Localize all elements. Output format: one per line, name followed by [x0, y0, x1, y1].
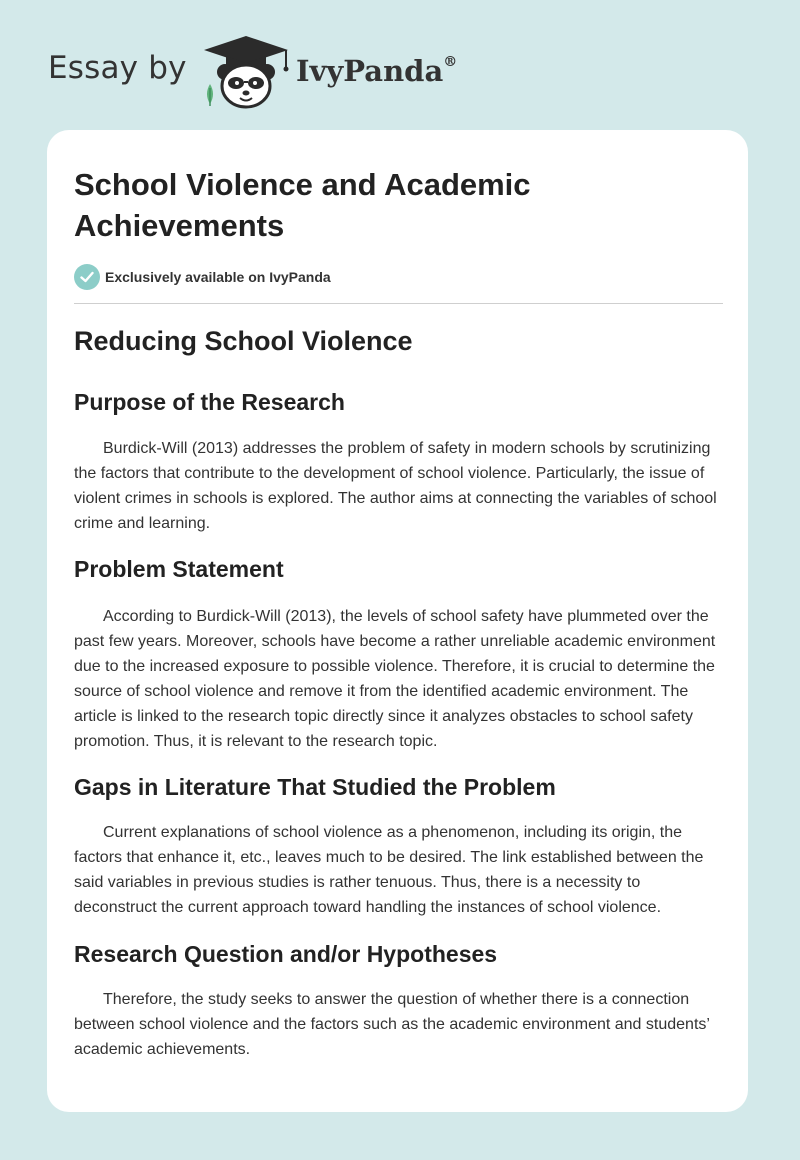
section-heading: Reducing School Violence — [74, 326, 413, 356]
panda-graduate-icon[interactable] — [200, 34, 292, 110]
subsection-heading-problem: Problem Statement — [74, 556, 284, 582]
article-title: School Violence and Academic Achievements — [74, 167, 531, 243]
paragraph-gaps: Current explanations of school violence as a phenomenon, including its origin, the factors that enhance it, etc., leaves much to be desired. The link established between the said variables in previous studies is rather tenuous. Thus, there is a necessity to deconstruct the current approach toward handling the instances of school violence. — [74, 824, 704, 916]
brand-name-text: IvyPanda — [296, 54, 444, 88]
registered-mark: ® — [443, 54, 458, 71]
site-header — [0, 0, 800, 130]
title-divider — [74, 303, 723, 304]
subsection-heading-gaps: Gaps in Literature That Studied the Problem — [74, 774, 556, 800]
subsection-heading-purpose: Purpose of the Research — [74, 389, 345, 415]
paragraph-research-question: Therefore, the study seeks to answer the question of whether there is a connection between school violence and the factors such as the academic environment and students’ academic achievements. — [74, 991, 710, 1058]
brand-name[interactable] — [296, 54, 457, 88]
article-card — [47, 130, 748, 1112]
checkmark-icon — [74, 264, 100, 290]
essay-by-label: Essay by — [48, 50, 187, 86]
subsection-heading-research-question: Research Question and/or Hypotheses — [74, 941, 498, 967]
exclusive-badge — [74, 264, 331, 290]
paragraph-problem: According to Burdick-Will (2013), the levels of school safety have plummeted over the past few years. Moreover, schools have become a rather unreliable academic environment due to the increased exposure to possible violence. Therefore, it is crucial to determine the source of school violence and remove it from the identified academic environment. The article is linked to the research topic directly since it analyzes obstacles to school safety promotion. Thus, it is relevant to the research topic. — [74, 608, 716, 750]
paragraph-purpose: Burdick-Will (2013) addresses the problem of safety in modern schools by scrutinizing the factors that contribute to the development of school violence. Particularly, the issue of violent crimes in schools is explored. The author aims at connecting the variables of school crime and learning. — [74, 440, 717, 532]
exclusive-label: Exclusively available on IvyPanda — [105, 269, 331, 285]
